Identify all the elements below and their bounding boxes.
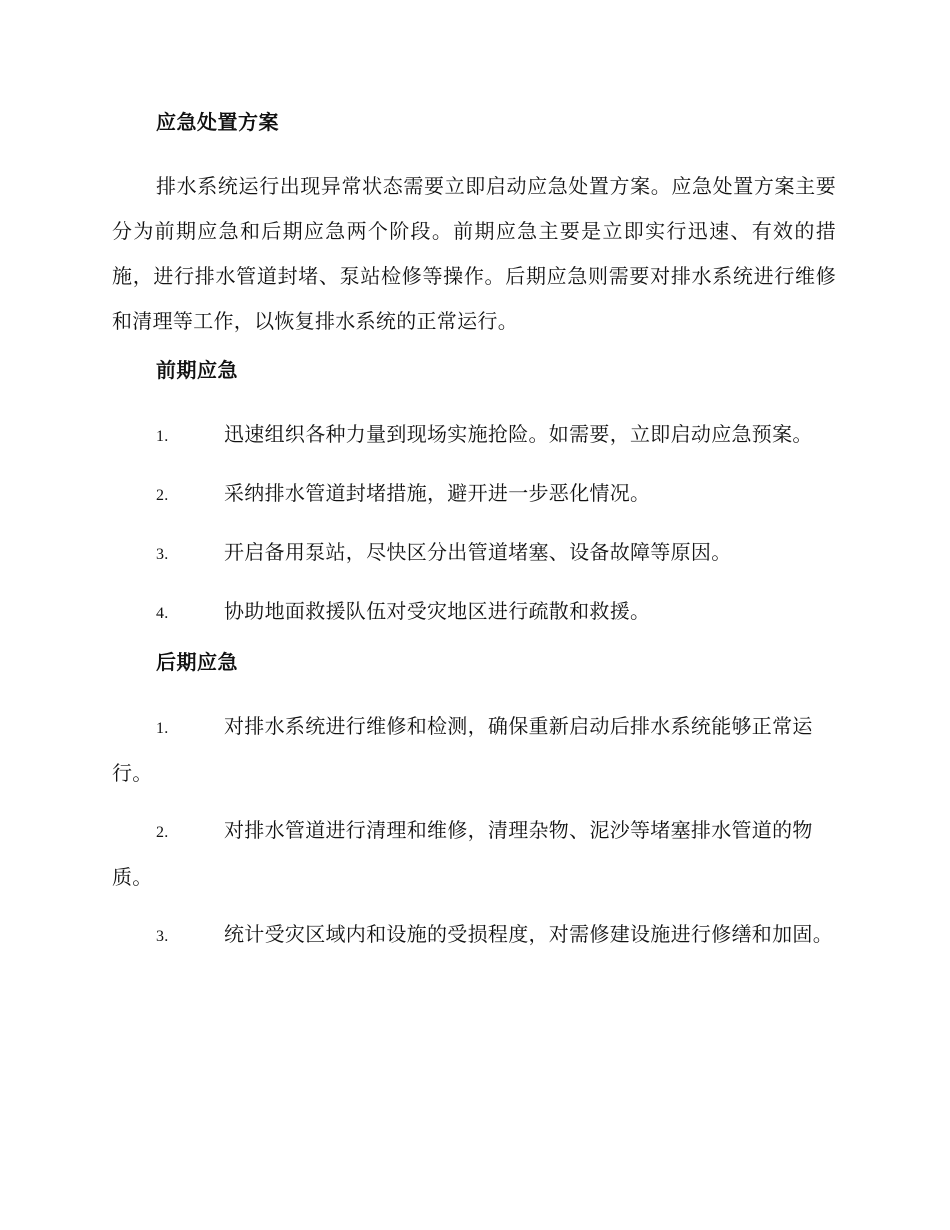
list-text: 协助地面救援队伍对受灾地区进行疏散和救援。 (224, 599, 651, 623)
list-text: 统计受灾区域内和设施的受损程度，对需修建设施进行修缮和加固。 (224, 922, 833, 946)
list-text: 开启备用泵站，尽快区分出管道堵塞、设备故障等原因。 (224, 540, 732, 564)
list-number: 3. (156, 928, 169, 945)
list-text: 采纳排水管道封堵措施，避开进一步恶化情况。 (224, 481, 651, 505)
intro-paragraph: 排水系统运行出现异常状态需要立即启动应急处置方案。应急处置方案主要分为前期应急和后期应急两个阶段。前期应急主要是立即实行迅速、有效的措施，进行排水管道封堵、泵站检修等操作。后期应急则需要对排水系统进行维修和清理等工作，以恢复排水系统的正常运行。 (112, 174, 836, 333)
list-item (112, 589, 836, 636)
list-item (112, 530, 836, 577)
list-text: 对排水管道进行清理和维修，清理杂物、泥沙等堵塞排水管道的物质。 (112, 818, 813, 889)
list-item (112, 704, 836, 796)
document-page (112, 108, 836, 971)
list-item (112, 471, 836, 518)
early-response-heading: 前期应急 (156, 358, 238, 382)
list-number: 1. (156, 720, 169, 737)
list-text: 对排水系统进行维修和检测，确保重新启动后排水系统能够正常运行。 (112, 714, 813, 785)
list-number: 4. (156, 605, 169, 622)
list-number: 1. (156, 428, 169, 445)
list-text: 迅速组织各种力量到现场实施抢险。如需要，立即启动应急预案。 (224, 422, 813, 446)
list-item (112, 808, 836, 900)
list-item (112, 912, 836, 959)
section-heading: 应急处置方案 (156, 110, 279, 134)
list-number: 2. (156, 824, 169, 841)
list-item (112, 412, 836, 459)
list-number: 3. (156, 546, 169, 563)
list-number: 2. (156, 487, 169, 504)
late-response-heading: 后期应急 (156, 650, 238, 674)
